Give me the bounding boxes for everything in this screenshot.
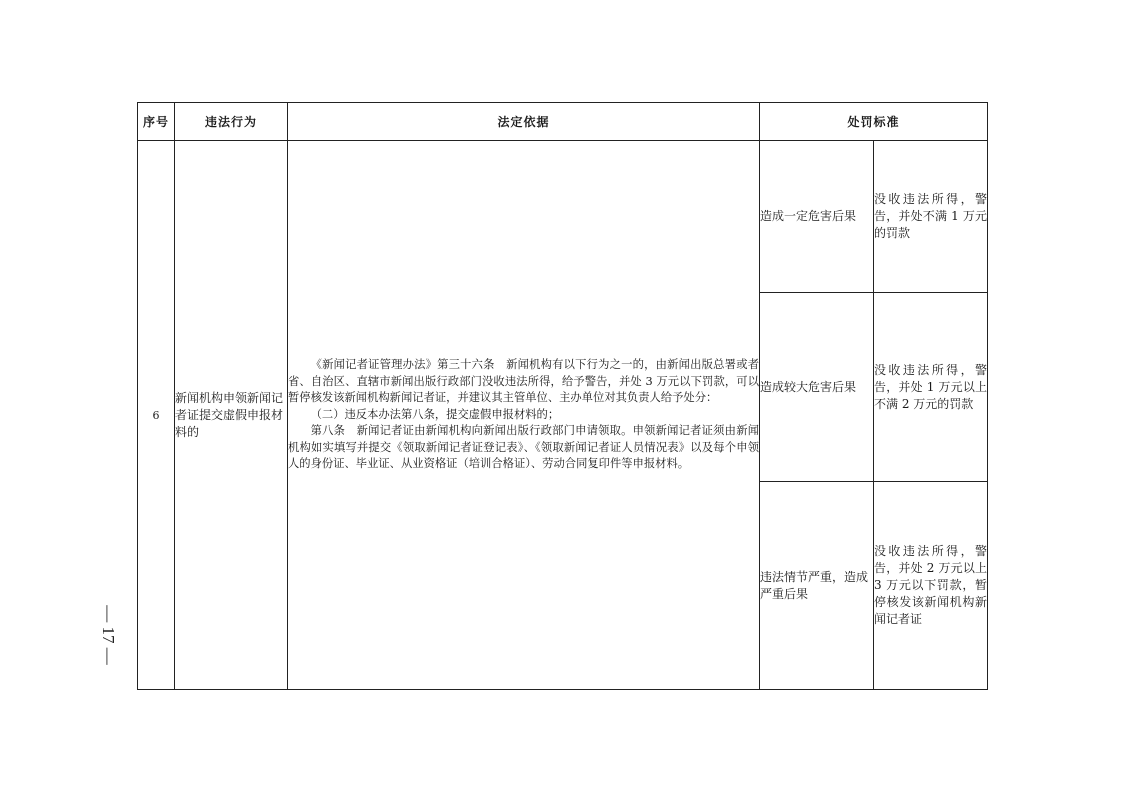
header-standard: 处罚标准: [760, 103, 988, 141]
penalty-description: 没收违法所得，警告，并处 2 万元以上 3 万元以下罚款，暂停核发该新闻机构新闻记者证: [874, 482, 988, 690]
table-header-row: [138, 103, 988, 141]
penalty-description: 没收违法所得，警告，并处 1 万元以上不满 2 万元的罚款: [874, 293, 988, 482]
severity-level: 造成一定危害后果: [760, 141, 874, 293]
legal-basis-para: 《新闻记者证管理办法》第三十六条 新闻机构有以下行为之一的，由新闻出版总署或者省、自治区、直辖市新闻出版行政部门没收违法所得，给予警告，并处 3 万元以下罚款，可以暂停核发该新闻机构新闻记者证，并建议其主管单位、主办单位对其负责人给予处分：: [288, 358, 759, 405]
page-number-text: — 17 —: [99, 605, 118, 665]
penalty-description: 没收违法所得，警告，并处不满 1 万元的罚款: [874, 141, 988, 293]
violation-act: 新闻机构申领新闻记者证提交虚假申报材料的: [175, 141, 288, 690]
table-row: [138, 141, 988, 293]
legal-basis-para: （二）违反本办法第八条，提交虚假申报材料的；: [310, 407, 560, 421]
legal-basis: [288, 141, 760, 690]
penalty-standards-table: [137, 102, 988, 690]
header-basis: 法定依据: [288, 103, 760, 141]
severity-level: 违法情节严重，造成严重后果: [760, 482, 874, 690]
legal-basis-para: 第八条 新闻记者证由新闻机构向新闻出版行政部门申请领取。申领新闻记者证须由新闻机构如实填写并提交《领取新闻记者证登记表》、《领取新闻记者证人员情况表》以及每个申领人的身份证、毕业证、从业资格证（培训合格证）、劳动合同复印件等申报材料。: [288, 424, 759, 471]
header-act: 违法行为: [175, 103, 288, 141]
row-number: 6: [138, 141, 175, 690]
page-number: [93, 595, 123, 675]
header-no: 序号: [138, 103, 175, 141]
severity-level: 造成较大危害后果: [760, 293, 874, 482]
